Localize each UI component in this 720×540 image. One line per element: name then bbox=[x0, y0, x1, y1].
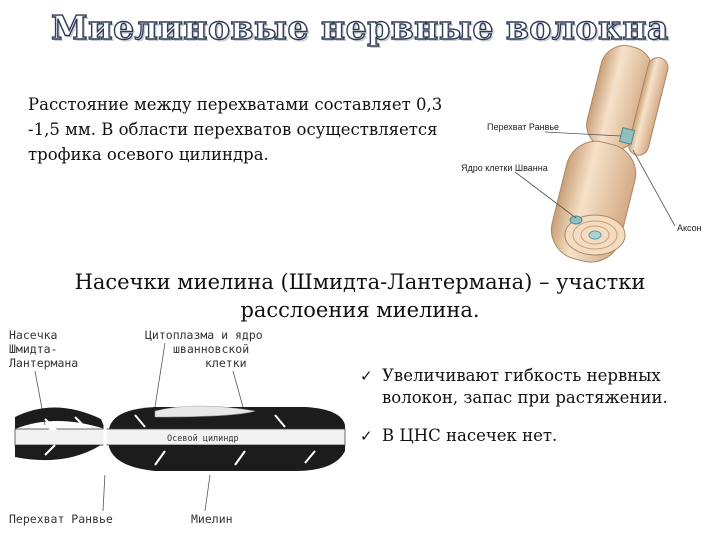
intro-paragraph bbox=[28, 92, 468, 167]
intro-line: Расстояние между перехватами составляет 0,3 bbox=[28, 95, 443, 114]
incisures-diagram bbox=[5, 325, 350, 537]
label-incisure-1: Насечка bbox=[9, 328, 58, 342]
incisures-heading-line: расслоения миелина. bbox=[240, 298, 480, 322]
label-ranvier: Перехват Ранвье bbox=[487, 122, 560, 132]
nerve-fiber-illustration bbox=[455, 40, 717, 272]
label-incisure-3: Лантермана bbox=[9, 356, 79, 370]
label-cytoplasm-2: шванновской bbox=[173, 342, 250, 356]
bullet-line: В ЦНС насечек нет. bbox=[382, 426, 558, 445]
myelin-band-upper bbox=[15, 406, 345, 429]
bullet-line: волокон, запас при растяжении. bbox=[382, 388, 668, 407]
intro-line: -1,5 мм. В области перехватов осуществляется bbox=[28, 120, 438, 139]
label-schwann-nucleus: Ядро клетки Шванна bbox=[461, 163, 548, 173]
bullet-item bbox=[360, 425, 710, 447]
check-icon: ✓ bbox=[360, 367, 373, 385]
label-cytoplasm-3: клетки bbox=[205, 356, 247, 370]
incisures-heading bbox=[60, 268, 660, 324]
bullet-item bbox=[360, 365, 710, 409]
bullet-line: Увеличивают гибкость нервных bbox=[382, 366, 661, 385]
label-ranvier-bottom: Перехват Ранвье bbox=[9, 512, 113, 526]
incisures-heading-line: Насечки миелина (Шмидта-Лантермана) – участки bbox=[74, 270, 646, 294]
intro-line: трофика осевого цилиндра. bbox=[28, 145, 269, 164]
label-myelin: Миелин bbox=[191, 512, 233, 526]
check-icon: ✓ bbox=[360, 427, 373, 445]
label-cytoplasm-1: Цитоплазма и ядро bbox=[145, 328, 263, 342]
myelin-band-lower bbox=[15, 445, 345, 471]
label-incisure-2: Шмидта- bbox=[9, 342, 58, 356]
bullet-list bbox=[360, 365, 710, 463]
label-axon: Аксон bbox=[677, 223, 702, 233]
label-axon-core: Осевой цилиндр bbox=[167, 434, 239, 444]
schwann-nucleus bbox=[570, 216, 582, 224]
page-title: Миелиновые нервные волокна bbox=[51, 8, 669, 47]
